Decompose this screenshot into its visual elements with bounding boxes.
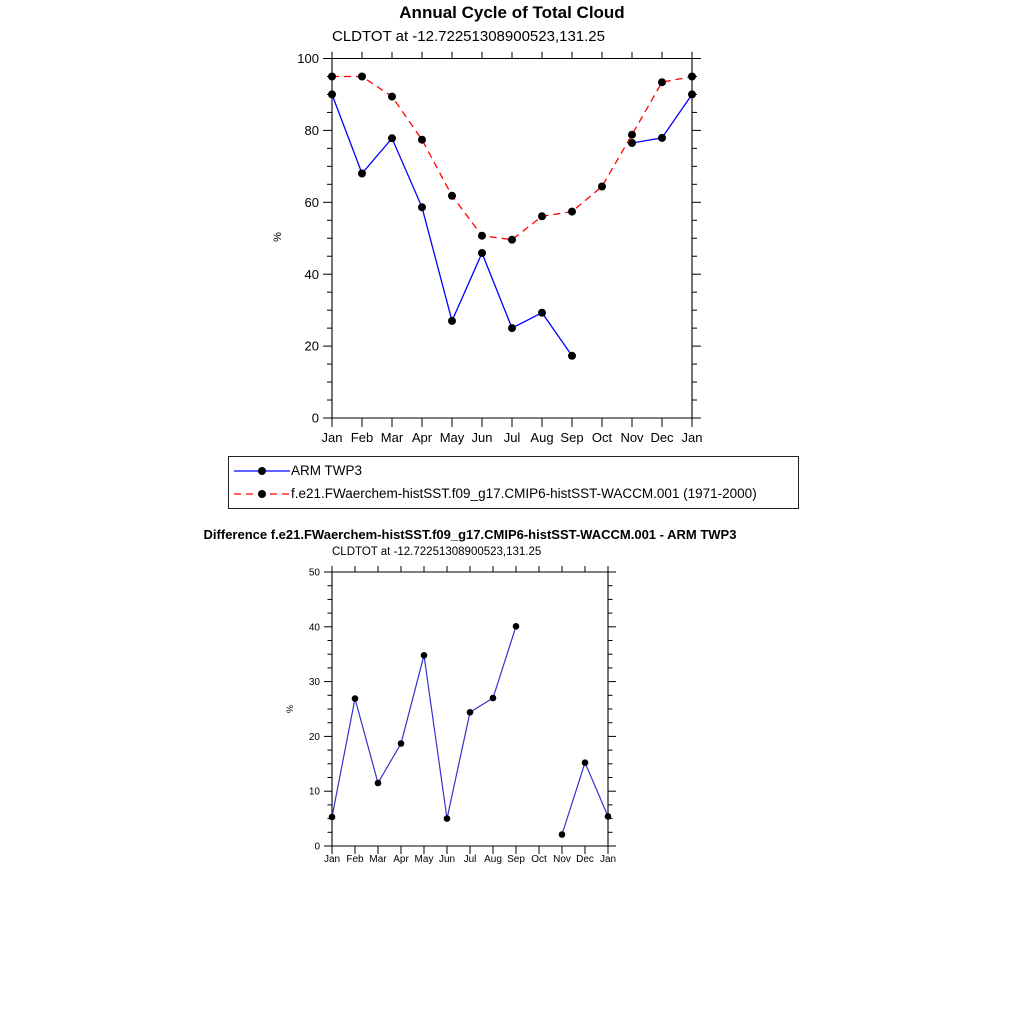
data-point-marker [605, 813, 612, 820]
data-point-marker [658, 134, 666, 142]
x-tick-label: Dec [576, 854, 594, 865]
data-point-marker [328, 90, 336, 98]
series-markers-0 [328, 90, 696, 359]
x-tick-label: Oct [591, 430, 613, 445]
x-tick-label: Apr [393, 854, 409, 865]
x-tick-label: Jul [503, 430, 521, 445]
data-point-marker [448, 317, 456, 325]
legend-key-marker [258, 467, 266, 475]
legend-row-arm-twp3 [233, 459, 794, 482]
data-point-marker [478, 232, 486, 240]
annual-cycle-chart [272, 51, 702, 445]
chart2-subtitle: CLDTOT at -12.72251308900523,131.25 [332, 546, 542, 558]
x-tick-label: Jun [471, 430, 493, 445]
y-axis-label: % [272, 232, 284, 242]
x-tick-label: Jul [463, 854, 477, 865]
data-point-marker [358, 170, 366, 178]
data-point-marker [568, 208, 576, 216]
data-point-marker [490, 695, 497, 702]
data-point-marker [538, 212, 546, 220]
x-tick-label: Apr [411, 430, 433, 445]
legend-row-model [233, 482, 794, 505]
x-tick-label: Feb [350, 430, 374, 445]
data-point-marker [418, 136, 426, 144]
x-tick-label: Sep [507, 854, 525, 865]
x-tick-label: Nov [553, 854, 571, 865]
series-markers-1 [328, 73, 696, 244]
data-point-marker [467, 709, 474, 716]
data-point-marker [388, 134, 396, 142]
x-tick-label: May [414, 854, 434, 865]
data-point-marker [478, 249, 486, 257]
axis-tick-labels [309, 568, 616, 866]
x-tick-label: May [439, 430, 465, 445]
data-point-marker [398, 740, 405, 747]
data-point-marker [628, 131, 636, 139]
y-tick-label: 0 [311, 410, 319, 426]
x-tick-label: Aug [484, 854, 502, 865]
data-point-marker [598, 183, 606, 191]
difference-chart [285, 566, 616, 865]
data-point-marker [582, 759, 589, 766]
y-tick-label: 40 [304, 266, 319, 282]
x-tick-label: Jun [438, 854, 456, 865]
x-tick-label: Sep [560, 430, 584, 445]
x-tick-label: Mar [369, 854, 387, 865]
legend-box [228, 456, 799, 509]
legend-key-model [233, 487, 291, 501]
x-tick-label: Feb [346, 854, 364, 865]
data-point-marker [538, 309, 546, 317]
x-tick-label: Mar [380, 430, 404, 445]
chart1-title: Annual Cycle of Total Cloud [399, 3, 625, 22]
data-point-marker [559, 831, 566, 838]
legend-label-arm-twp3: ARM TWP3 [291, 463, 363, 478]
x-tick-label: Jan [681, 430, 703, 445]
series-line-1 [332, 77, 692, 240]
x-tick-label: Nov [620, 430, 644, 445]
data-point-marker [658, 78, 666, 86]
y-tick-label: 20 [304, 338, 319, 354]
legend-key-marker [258, 490, 266, 498]
y-tick-label: 10 [308, 786, 320, 798]
x-tick-label: Dec [650, 430, 674, 445]
data-point-marker [421, 652, 428, 659]
chart2-title: Difference f.e21.FWaerchem-histSST.f09_g17.CMIP6-histSST-WACCM.001 - ARM TWP3 [203, 527, 737, 542]
data-point-marker [328, 73, 336, 81]
data-point-marker [508, 236, 516, 244]
chart1-subtitle: CLDTOT at -12.72251308900523,131.25 [332, 28, 605, 45]
data-point-marker [568, 352, 576, 360]
data-point-marker [444, 815, 451, 822]
x-tick-label: Jan [321, 430, 343, 445]
x-tick-label: Jan [599, 854, 617, 865]
y-tick-label: 100 [297, 51, 319, 67]
data-point-marker [388, 93, 396, 101]
data-point-marker [688, 90, 696, 98]
data-point-marker [329, 814, 336, 821]
data-point-marker [375, 780, 382, 787]
legend-key-arm-twp3 [233, 464, 291, 478]
data-point-marker [513, 623, 520, 630]
series-line-0 [332, 94, 692, 355]
y-tick-label: 80 [304, 122, 319, 138]
data-point-marker [358, 73, 366, 81]
x-tick-label: Jan [323, 854, 341, 865]
series-markers-0 [329, 623, 612, 838]
y-tick-label: 30 [308, 677, 320, 689]
y-tick-label: 20 [308, 731, 320, 743]
y-tick-label: 60 [304, 194, 319, 210]
axis-tick-labels [297, 51, 702, 445]
y-tick-label: 40 [308, 622, 320, 634]
x-tick-label: Aug [530, 430, 554, 445]
x-tick-label: Oct [531, 854, 547, 865]
legend-label-model: f.e21.FWaerchem-histSST.f09_g17.CMIP6-histSST-WACCM.001 (1971-2000) [291, 486, 757, 501]
data-point-marker [448, 192, 456, 200]
y-axis-label: % [285, 704, 295, 714]
data-point-marker [352, 695, 359, 702]
series-line-0 [332, 626, 608, 834]
data-point-marker [508, 324, 516, 332]
data-point-marker [418, 203, 426, 211]
data-point-marker [688, 73, 696, 81]
y-tick-label: 0 [314, 841, 320, 853]
y-tick-label: 50 [308, 567, 320, 579]
